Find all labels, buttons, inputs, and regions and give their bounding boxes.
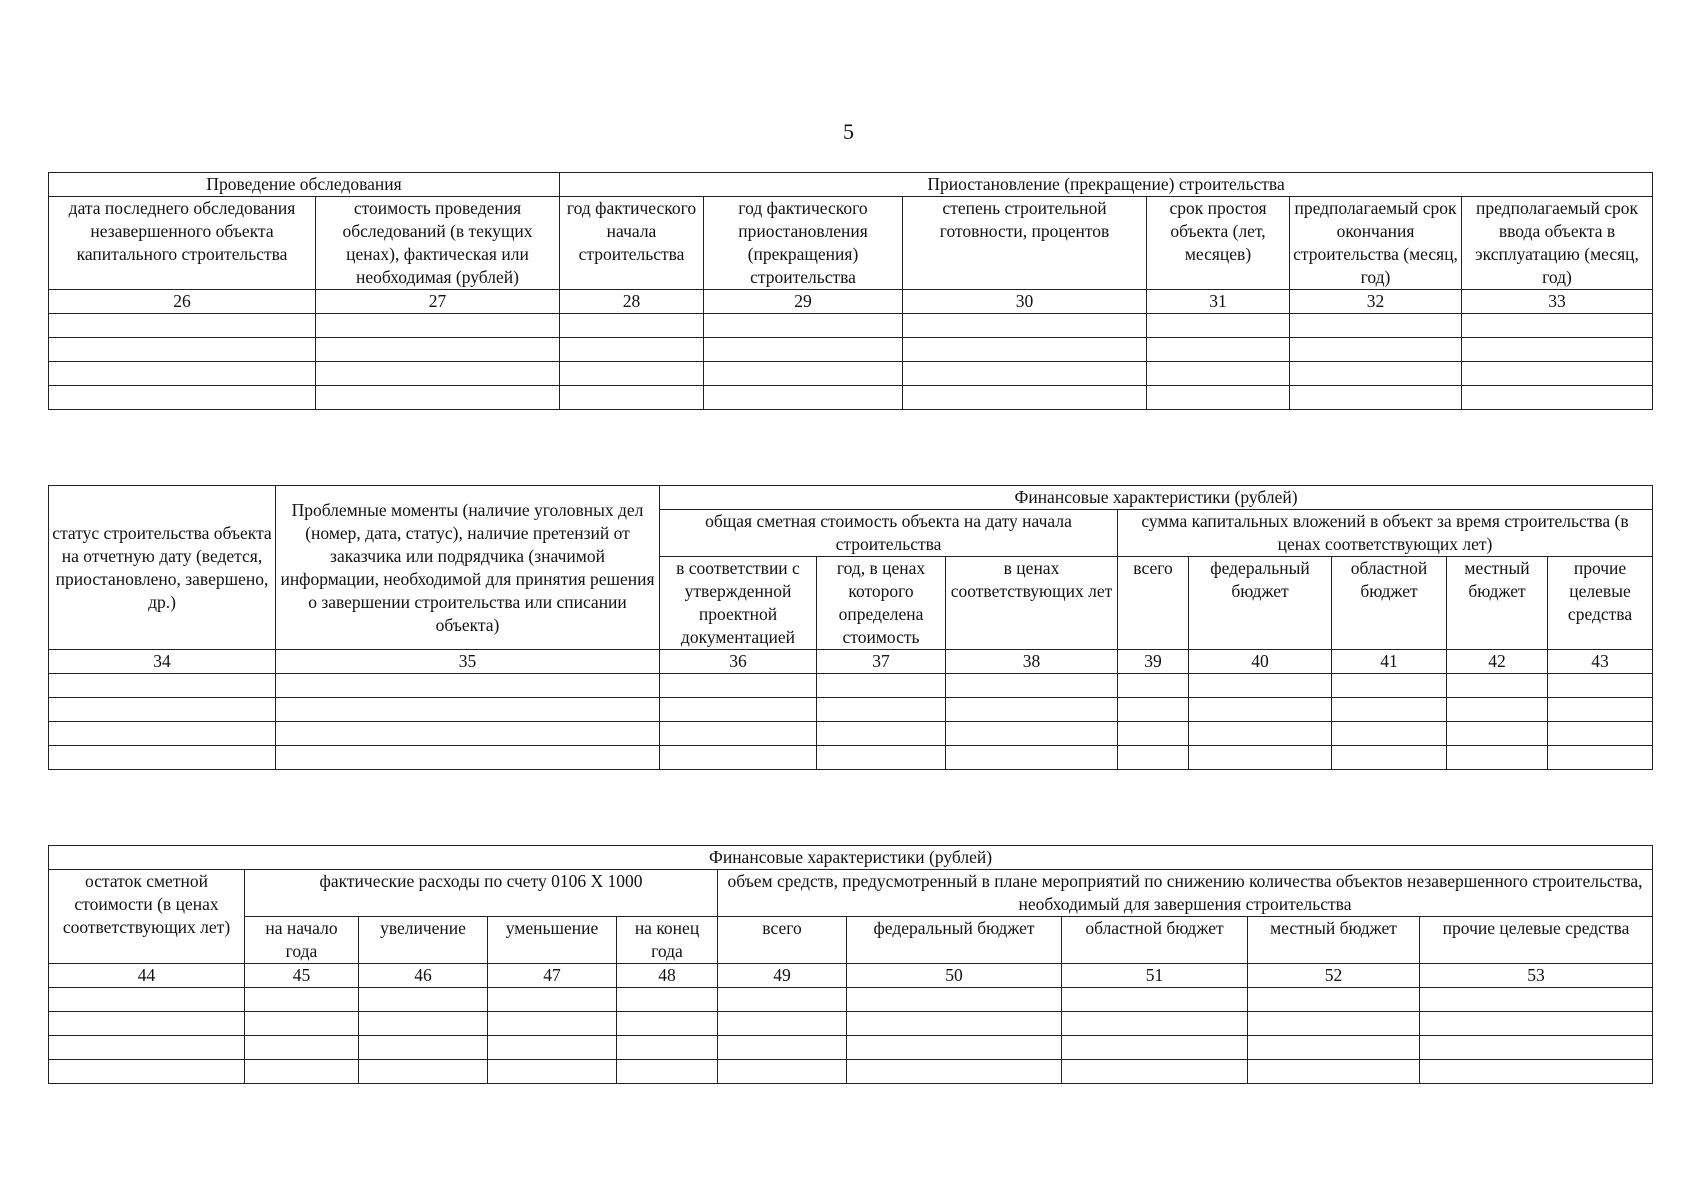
empty-cell[interactable] [49,314,316,338]
empty-cell[interactable] [817,698,946,722]
empty-cell[interactable] [704,314,903,338]
col-header-36: в соответствии с утвержденной проектной документацией [660,557,817,650]
table-row [49,698,1653,722]
empty-cell[interactable] [1248,1012,1420,1036]
col-number: 51 [1062,964,1248,988]
empty-cell[interactable] [1447,674,1548,698]
empty-cell[interactable] [245,1036,359,1060]
col-number: 50 [847,964,1062,988]
status-financial-table [48,485,1653,770]
col-header-30: степень строительной готовности, процентов [903,197,1147,290]
col-number: 40 [1189,650,1332,674]
empty-cell[interactable] [316,338,560,362]
empty-cell[interactable] [1447,698,1548,722]
col-number: 27 [316,290,560,314]
empty-cell[interactable] [704,338,903,362]
table3-number-row [49,964,1653,988]
empty-cell[interactable] [49,746,276,770]
empty-cell[interactable] [359,1036,488,1060]
empty-cell[interactable] [660,722,817,746]
col-header-53: прочие целевые средства [1420,917,1653,964]
empty-cell[interactable] [617,1012,718,1036]
table-row [49,988,1653,1012]
empty-cell[interactable] [49,698,276,722]
empty-cell[interactable] [1189,746,1332,770]
empty-cell[interactable] [1548,698,1653,722]
empty-cell[interactable] [617,988,718,1012]
col-number: 32 [1290,290,1462,314]
empty-cell[interactable] [903,338,1147,362]
header-financial: Финансовые характеристики (рублей) [49,846,1653,870]
col-header-47: уменьшение [488,917,617,964]
empty-cell[interactable] [718,1012,847,1036]
empty-cell[interactable] [49,338,316,362]
empty-cell[interactable] [1420,1060,1653,1084]
empty-cell[interactable] [718,1036,847,1060]
header-problems: Проблемные моменты (наличие уголовных дел (номер, дата, статус), наличие претензий от заказчика или подрядчика (значимой информации, необходимой для принятия решения о завершении строительства или списании объекта) [276,486,660,650]
col-number: 31 [1147,290,1290,314]
empty-cell[interactable] [1118,698,1189,722]
page-number: 5 [843,119,854,144]
empty-cell[interactable] [1062,988,1248,1012]
col-header-41: областной бюджет [1332,557,1447,650]
empty-cell[interactable] [49,362,316,386]
empty-cell[interactable] [617,1060,718,1084]
empty-cell[interactable] [1548,746,1653,770]
empty-cell[interactable] [1548,722,1653,746]
empty-cell[interactable] [1462,314,1653,338]
header-suspension: Приостановление (прекращение) строительства [560,173,1653,197]
header-remainder: остаток сметной стоимости (в ценах соответствующих лет) [49,870,245,964]
col-header-46: увеличение [359,917,488,964]
empty-cell[interactable] [1189,698,1332,722]
empty-cell[interactable] [276,722,660,746]
empty-cell[interactable] [1062,1036,1248,1060]
empty-cell[interactable] [245,1060,359,1084]
col-number: 47 [488,964,617,988]
empty-cell[interactable] [660,746,817,770]
empty-cell[interactable] [560,314,704,338]
empty-cell[interactable] [1420,1012,1653,1036]
empty-cell[interactable] [316,386,560,410]
table3-subgroup-row [49,870,1653,917]
col-number: 36 [660,650,817,674]
empty-cell[interactable] [49,1012,245,1036]
empty-cell[interactable] [488,1060,617,1084]
empty-cell[interactable] [718,1060,847,1084]
empty-cell[interactable] [660,674,817,698]
empty-cell[interactable] [488,988,617,1012]
empty-cell[interactable] [1248,1036,1420,1060]
col-number: 42 [1447,650,1548,674]
col-number: 34 [49,650,276,674]
table-row [49,1012,1653,1036]
col-number: 29 [704,290,903,314]
empty-cell[interactable] [316,362,560,386]
col-header-40: федеральный бюджет [1189,557,1332,650]
table-row [49,674,1653,698]
empty-cell[interactable] [276,698,660,722]
empty-cell[interactable] [359,988,488,1012]
empty-cell[interactable] [1290,314,1462,338]
empty-cell[interactable] [617,1036,718,1060]
empty-cell[interactable] [704,362,903,386]
empty-cell[interactable] [1118,722,1189,746]
empty-cell[interactable] [1332,698,1447,722]
col-header-32: предполагаемый срок окончания строительства (месяц, год) [1290,197,1462,290]
survey-suspension-table [48,172,1653,410]
col-header-50: федеральный бюджет [847,917,1062,964]
empty-cell[interactable] [49,674,276,698]
empty-cell[interactable] [276,746,660,770]
col-header-27: стоимость проведения обследований (в текущих ценах), фактическая или необходимая (рублей) [316,197,560,290]
col-number: 53 [1420,964,1653,988]
empty-cell[interactable] [49,988,245,1012]
empty-cell[interactable] [276,674,660,698]
empty-cell[interactable] [847,988,1062,1012]
empty-cell[interactable] [903,362,1147,386]
table2-group-header-row [49,486,1653,510]
empty-cell[interactable] [1147,314,1290,338]
empty-cell[interactable] [1447,746,1548,770]
empty-cell[interactable] [49,1036,245,1060]
empty-cell[interactable] [1462,386,1653,410]
empty-cell[interactable] [1147,386,1290,410]
empty-cell[interactable] [817,674,946,698]
empty-cell[interactable] [1290,362,1462,386]
empty-cell[interactable] [245,988,359,1012]
table-row [49,314,1653,338]
header-plan-funds: объем средств, предусмотренный в плане мероприятий по снижению количества объектов незавершенного строительства, необходимый для завершения строительства [718,870,1653,917]
empty-cell[interactable] [49,1060,245,1084]
col-number: 52 [1248,964,1420,988]
table-row [49,1060,1653,1084]
empty-cell[interactable] [1189,674,1332,698]
col-header-33: предполагаемый срок ввода объекта в эксплуатацию (месяц, год) [1462,197,1653,290]
empty-cell[interactable] [1420,988,1653,1012]
empty-cell[interactable] [946,698,1118,722]
col-header-39: всего [1118,557,1189,650]
empty-cell[interactable] [1147,362,1290,386]
empty-cell[interactable] [1332,674,1447,698]
empty-cell[interactable] [560,386,704,410]
col-number: 35 [276,650,660,674]
col-header-45: на начало года [245,917,359,964]
col-number: 41 [1332,650,1447,674]
empty-cell[interactable] [1332,746,1447,770]
col-header-26: дата последнего обследования незавершенного объекта капитального строительства [49,197,316,290]
empty-cell[interactable] [1548,674,1653,698]
empty-cell[interactable] [1290,338,1462,362]
header-estimate-cost: общая сметная стоимость объекта на дату начала строительства [660,510,1118,557]
col-number: 49 [718,964,847,988]
empty-cell[interactable] [560,338,704,362]
empty-cell[interactable] [903,314,1147,338]
empty-cell[interactable] [1147,338,1290,362]
table1-number-row [49,290,1653,314]
table3-column-header-row [49,917,1653,964]
table-row [49,362,1653,386]
table3-group-header-row [49,846,1653,870]
empty-cell[interactable] [1462,362,1653,386]
col-header-37: год, в ценах которого определена стоимость [817,557,946,650]
col-number: 28 [560,290,704,314]
empty-cell[interactable] [847,1060,1062,1084]
empty-cell[interactable] [903,386,1147,410]
col-number: 26 [49,290,316,314]
empty-cell[interactable] [1290,386,1462,410]
col-header-49: всего [718,917,847,964]
col-number: 37 [817,650,946,674]
col-header-51: областной бюджет [1062,917,1248,964]
col-header-48: на конец года [617,917,718,964]
empty-cell[interactable] [1062,1060,1248,1084]
empty-cell[interactable] [946,674,1118,698]
empty-cell[interactable] [1462,338,1653,362]
empty-cell[interactable] [718,988,847,1012]
col-number: 48 [617,964,718,988]
empty-cell[interactable] [1248,1060,1420,1084]
empty-cell[interactable] [316,314,560,338]
table1-column-header-row [49,197,1653,290]
col-header-43: прочие целевые средства [1548,557,1653,650]
col-number: 38 [946,650,1118,674]
header-status: статус строительства объекта на отчетную дату (ведется, приостановлено, завершено, др.) [49,486,276,650]
empty-cell[interactable] [946,746,1118,770]
table-row [49,338,1653,362]
table-row [49,1036,1653,1060]
col-number: 39 [1118,650,1189,674]
empty-cell[interactable] [488,1012,617,1036]
header-financial: Финансовые характеристики (рублей) [660,486,1653,510]
col-header-52: местный бюджет [1248,917,1420,964]
empty-cell[interactable] [817,722,946,746]
header-actual-expenses: фактические расходы по счету 0106 Х 1000 [245,870,718,917]
table-row [49,746,1653,770]
col-number: 30 [903,290,1147,314]
empty-cell[interactable] [1118,674,1189,698]
empty-cell[interactable] [1420,1036,1653,1060]
col-number: 44 [49,964,245,988]
empty-cell[interactable] [49,722,276,746]
col-number: 33 [1462,290,1653,314]
empty-cell[interactable] [1248,988,1420,1012]
col-number: 46 [359,964,488,988]
empty-cell[interactable] [488,1036,617,1060]
empty-cell[interactable] [245,1012,359,1036]
table1-group-header-row [49,173,1653,197]
col-header-42: местный бюджет [1447,557,1548,650]
empty-cell[interactable] [1447,722,1548,746]
table-row [49,386,1653,410]
empty-cell[interactable] [847,1012,1062,1036]
col-number: 45 [245,964,359,988]
empty-cell[interactable] [704,386,903,410]
empty-cell[interactable] [817,746,946,770]
empty-cell[interactable] [49,386,316,410]
empty-cell[interactable] [560,362,704,386]
table-row [49,722,1653,746]
financial-plan-table [48,845,1653,1084]
empty-cell[interactable] [1118,746,1189,770]
empty-cell[interactable] [359,1060,488,1084]
header-survey: Проведение обследования [49,173,560,197]
col-header-29: год фактического приостановления (прекращения) строительства [704,197,903,290]
table2-number-row [49,650,1653,674]
col-number: 43 [1548,650,1653,674]
empty-cell[interactable] [847,1036,1062,1060]
empty-cell[interactable] [1332,722,1447,746]
col-header-28: год фактического начала строительства [560,197,704,290]
empty-cell[interactable] [946,722,1118,746]
empty-cell[interactable] [660,698,817,722]
empty-cell[interactable] [359,1012,488,1036]
col-header-38: в ценах соответствующих лет [946,557,1118,650]
col-header-31: срок простоя объекта (лет, месяцев) [1147,197,1290,290]
empty-cell[interactable] [1062,1012,1248,1036]
header-capital-investments: сумма капитальных вложений в объект за время строительства (в ценах соответствующих лет) [1118,510,1653,557]
empty-cell[interactable] [1189,722,1332,746]
